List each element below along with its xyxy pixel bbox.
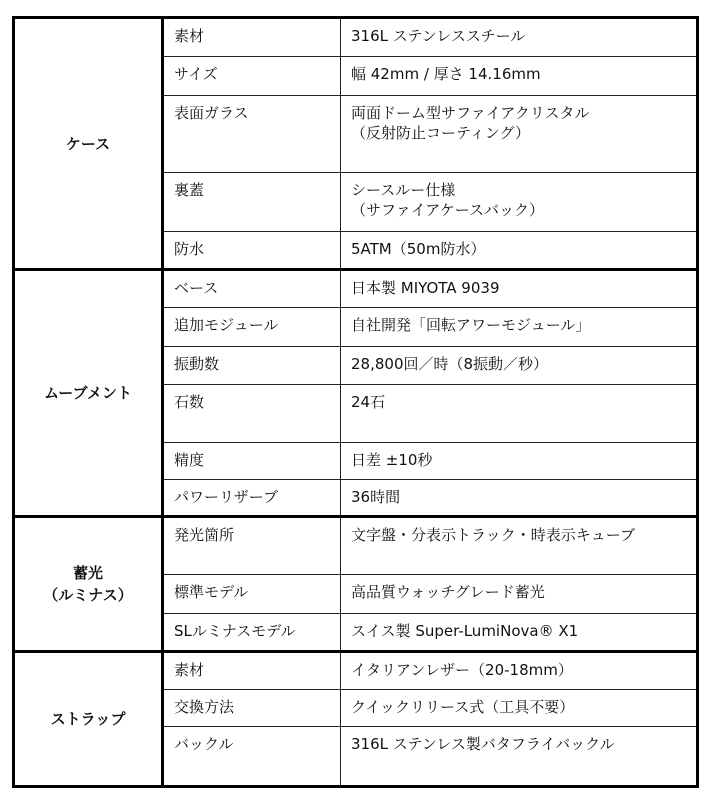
item-label: 防水 (163, 232, 341, 270)
category-cell (14, 18, 163, 270)
item-label: 交換方法 (163, 690, 341, 727)
item-value: 28,800回／時（8振動／秒） (341, 347, 698, 385)
spec-table (12, 16, 699, 788)
item-value: 両面ドーム型サファイアクリスタル （反射防止コーティング） (341, 96, 698, 173)
item-label: 標準モデル (163, 575, 341, 614)
item-label: 裏蓋 (163, 173, 341, 232)
item-value: スイス製 Super-LumiNova® X1 (341, 614, 698, 652)
item-value: シースルー仕様 （サファイアケースバック） (341, 173, 698, 232)
item-value: 日本製 MIYOTA 9039 (341, 270, 698, 308)
category-label: 蓄光 （ルミナス） (43, 564, 133, 604)
item-value: 24石 (341, 385, 698, 443)
item-label: パワーリザーブ (163, 480, 341, 517)
table-row (14, 18, 698, 57)
item-label: 素材 (163, 652, 341, 690)
category-cell (14, 270, 163, 517)
item-value: クイックリリース式（工具不要） (341, 690, 698, 727)
item-label: 精度 (163, 443, 341, 480)
table-row (14, 270, 698, 308)
category-cell (14, 652, 163, 787)
item-value: 36時間 (341, 480, 698, 517)
category-label: ケース (65, 134, 111, 153)
item-value: 日差 ±10秒 (341, 443, 698, 480)
table-row (14, 652, 698, 690)
item-label: ベース (163, 270, 341, 308)
item-label: 石数 (163, 385, 341, 443)
item-label: 素材 (163, 18, 341, 57)
item-value: 316L ステンレス製バタフライバックル (341, 727, 698, 787)
item-value: 316L ステンレススチール (341, 18, 698, 57)
item-value: 幅 42mm / 厚さ 14.16mm (341, 57, 698, 96)
item-value: 文字盤・分表示トラック・時表示キューブ (341, 517, 698, 575)
item-value: 5ATM（50m防水） (341, 232, 698, 270)
item-label: 表面ガラス (163, 96, 341, 173)
category-label: ストラップ (50, 710, 126, 728)
category-cell (14, 517, 163, 652)
item-label: SLルミナスモデル (163, 614, 341, 652)
item-label: サイズ (163, 57, 341, 96)
item-label: 追加モジュール (163, 308, 341, 347)
item-value: 自社開発「回転アワーモジュール」 (341, 308, 698, 347)
item-label: 振動数 (163, 347, 341, 385)
category-label: ムーブメント (44, 384, 132, 402)
item-label: バックル (163, 727, 341, 787)
table-row (14, 517, 698, 575)
item-label: 発光箇所 (163, 517, 341, 575)
spec-table-body (14, 18, 698, 787)
item-value: イタリアンレザー（20-18mm） (341, 652, 698, 690)
item-value: 高品質ウォッチグレード蓄光 (341, 575, 698, 614)
